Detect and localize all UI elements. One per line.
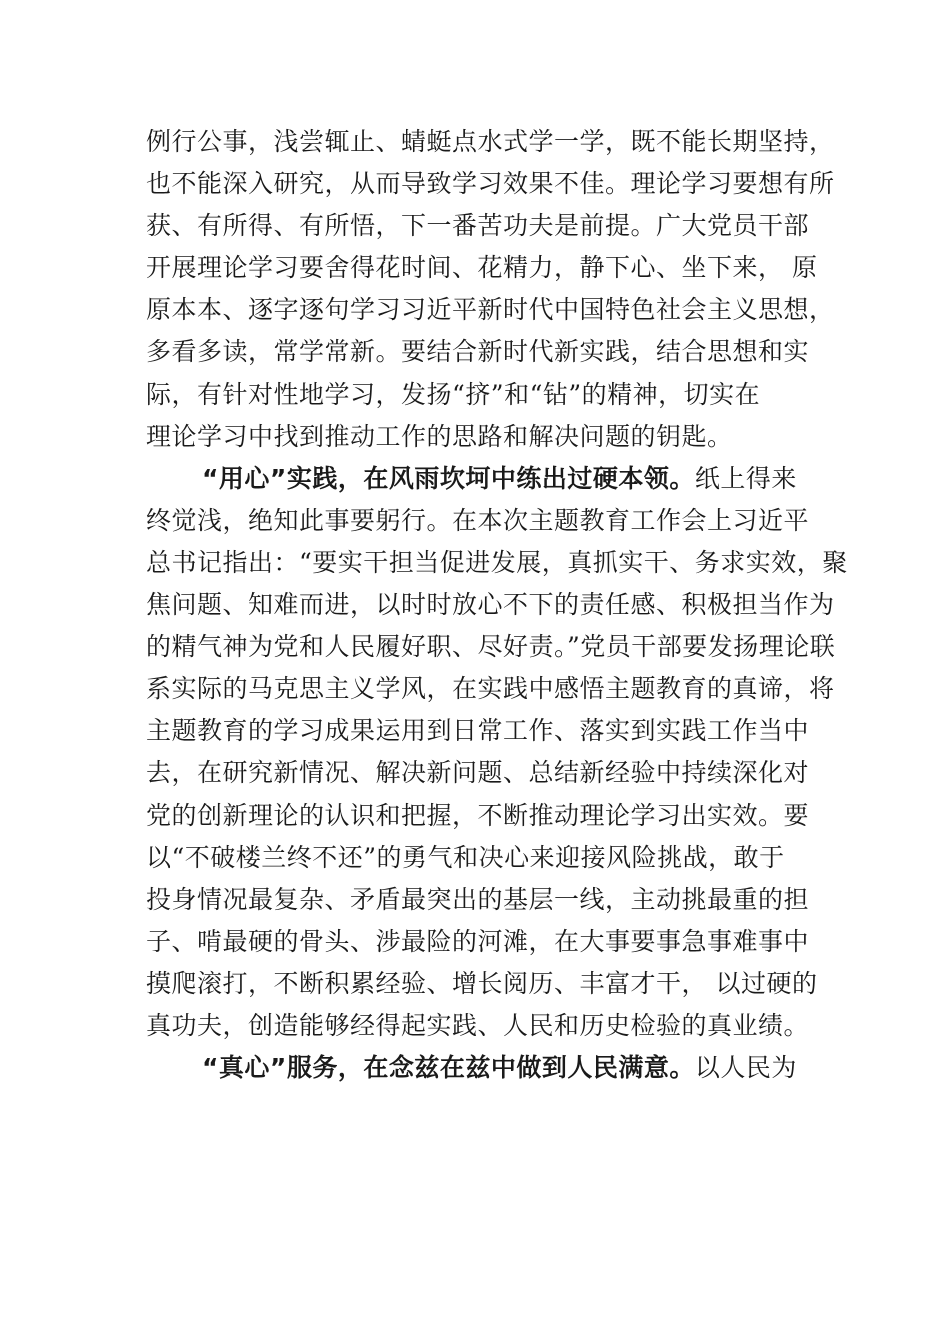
paragraph-line: 理论学习中找到推动工作的思路和解决问题的钥匙。 [146,421,733,451]
paragraph-line: 终觉浅，绝知此事要躬行。在本次主题教育工作会上习近平 [146,505,810,535]
paragraph-line: 系实际的马克思主义学风，在实践中感悟主题教育的真谛，将 [146,674,835,704]
paragraph-line: 以“不破楼兰终不还”的勇气和决心来迎接风险挑战，敢于 [146,842,785,872]
section-2-first-line [146,458,826,500]
section-3-first-line [146,1047,826,1089]
paragraph-line: 的精气神为党和人民履好职、尽好责。”党员干部要发扬理论联 [146,632,836,662]
paragraph-line: 真功夫，创造能够经得起实践、人民和历史检验的真业绩。 [146,1010,810,1040]
paragraph-line: 原本本、逐字逐句学习习近平新时代中国特色社会主义思想， [146,295,835,325]
paragraph-line: 投身情况最复杂、矛盾最突出的基层一线，主动挑最重的担 [146,884,810,914]
paragraph-line: 开展理论学习要舍得花时间、花精力，静下心、坐下来， 原 [146,253,818,283]
paragraph-line: 获、有所得、有所悟，下一番苦功夫是前提。广大党员干部 [146,211,810,241]
section-3-lead-text: 以人民为 [694,1053,797,1083]
document-body [146,121,848,1089]
paragraph-line: 去，在研究新情况、解决新问题、总结新经验中持续深化对 [146,758,810,788]
paragraph-line: 总书记指出：“要实干担当促进发展，真抓实干、务求实效，聚 [146,547,848,577]
paragraph-line: 子、啃最硬的骨头、涉最险的河滩，在大事要事急事难事中 [146,926,810,956]
paragraph-line: 也不能深入研究，从而导致学习效果不佳。理论学习要想有所 [146,169,835,199]
paragraph-line: 摸爬滚打，不断积累经验、增长阅历、丰富才干， 以过硬的 [146,968,818,998]
paragraph-line: 例行公事，浅尝辄止、蜻蜓点水式学一学，既不能长期坚持， [146,127,835,156]
paragraph-line: 多看多读，常学常新。要结合新时代新实践，结合思想和实 [146,337,810,367]
section-3-heading: “真心”服务，在念兹在兹中做到人民满意。 [202,1053,695,1083]
paragraph-line: 主题教育的学习成果运用到日常工作、落实到实践工作当中 [146,716,810,746]
paragraph-line: 焦问题、知难而进，以时时放心不下的责任感、积极担当作为 [146,590,835,620]
paragraph-line: 党的创新理论的认识和把握，不断推动理论学习出实效。要 [146,800,810,830]
section-2-lead-text: 纸上得来 [694,463,797,493]
paragraph-line: 际，有针对性地学习，发扬“挤”和“钻”的精神，切实在 [146,379,761,409]
section-2-heading: “用心”实践，在风雨坎坷中练出过硬本领。 [202,463,695,493]
